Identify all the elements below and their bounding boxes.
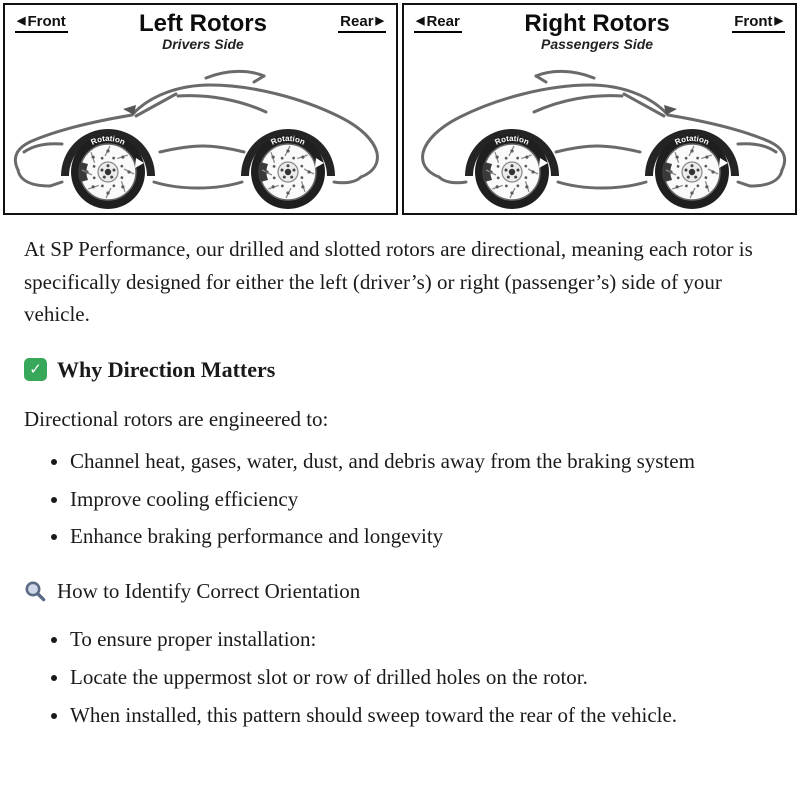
right-arrow-icon: ▶ [375, 15, 384, 27]
right-arrow-icon: ▶ [774, 15, 783, 27]
rear-direction-label [338, 13, 386, 33]
bullet-item: • To ensure proper installation: [70, 623, 774, 656]
front-label-text: Front [734, 13, 773, 30]
right-panel-header [404, 5, 795, 52]
left-arrow-icon: ◀ [416, 15, 425, 27]
section1-lead: Directional rotors are engineered to: [24, 406, 329, 431]
front-direction-label [732, 13, 785, 33]
check-mark-icon [24, 358, 47, 381]
intro-paragraph: At SP Performance, our drilled and slotted rotors are directional, meaning each rotor is specifically designed for either the left (driver’s) or right (passenger’s) side of your vehicle. [24, 237, 753, 327]
rotor-diagram [0, 0, 800, 215]
bullet-item: • When installed, this pattern should sweep toward the rear of the vehicle. [70, 699, 774, 732]
right-car-illustration [404, 54, 795, 212]
bullet-item: • Channel heat, gases, water, dust, and debris away from the braking system [70, 445, 774, 478]
right-rotors-panel [402, 3, 797, 215]
left-arrow-icon: ◀ [17, 15, 26, 27]
section2-title: How to Identify Correct Orientation [57, 578, 361, 603]
right-panel-subtitle: Passengers Side [540, 36, 654, 53]
bullet-item: • Locate the uppermost slot or row of drilled holes on the rotor. [70, 661, 774, 694]
left-panel-header [5, 5, 396, 52]
rear-label-text: Rear [426, 13, 460, 30]
left-car-illustration [5, 54, 396, 212]
left-panel-subtitle: Drivers Side [162, 36, 244, 53]
bullet-item: • Improve cooling efficiency [70, 483, 774, 516]
rear-label-text: Rear [340, 13, 374, 30]
section1-title: Why Direction Matters [57, 356, 276, 382]
section2-bullet-list [24, 623, 774, 731]
article-body [0, 215, 800, 757]
rear-direction-label [414, 13, 462, 33]
left-panel-title: Left Rotors [138, 10, 267, 37]
left-rotors-panel [3, 3, 398, 215]
section-heading-identify-orientation [24, 575, 774, 608]
section-heading-why-direction-matters [24, 353, 774, 387]
front-label-text: Front [27, 13, 66, 30]
bullet-item: • Enhance braking performance and longevity [70, 520, 774, 553]
section1-bullet-list [24, 445, 774, 553]
front-direction-label [15, 13, 68, 33]
right-panel-title: Right Rotors [524, 10, 670, 37]
magnifier-icon [24, 580, 47, 603]
